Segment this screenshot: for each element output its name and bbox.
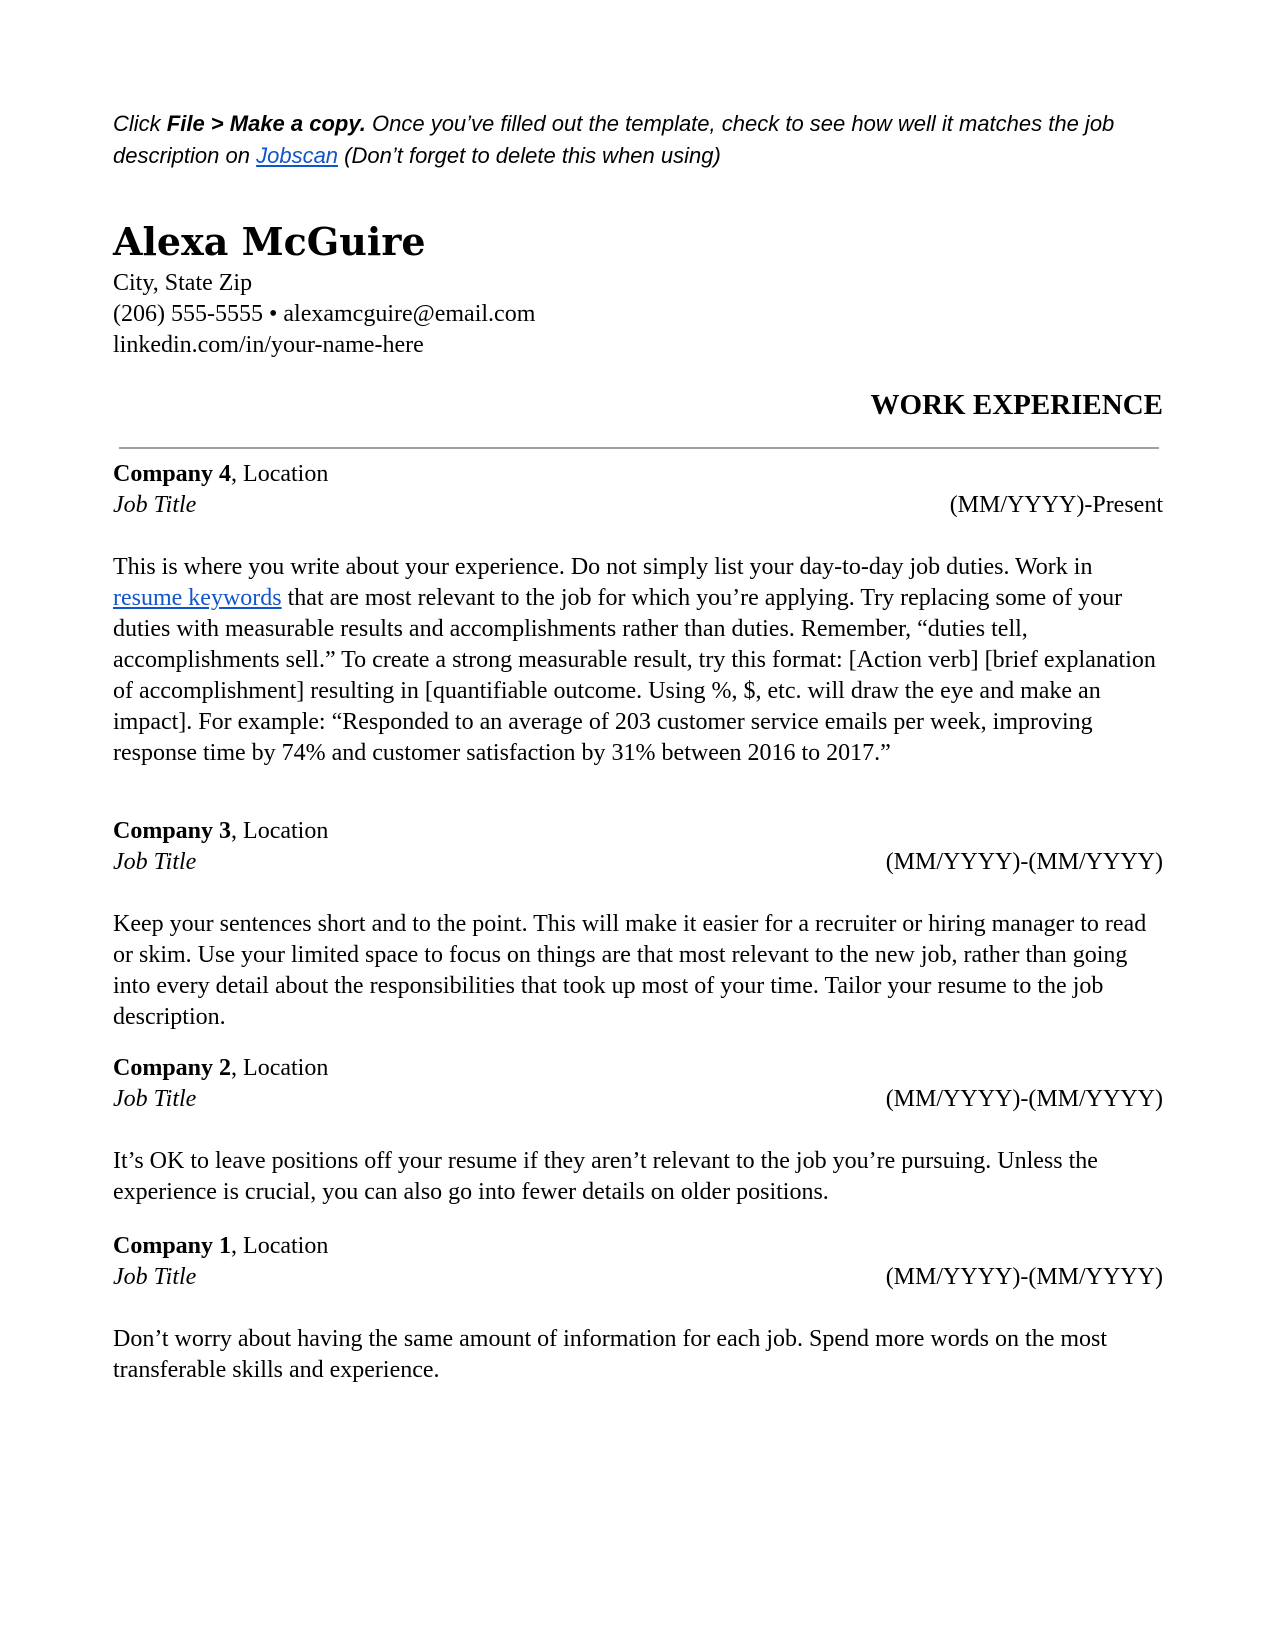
job-description <box>113 552 1163 769</box>
jobscan-link[interactable]: Jobscan <box>256 143 339 168</box>
job-description: It’s OK to leave positions off your resume if they aren’t relevant to the job you’re pursuing. Unless the experience is crucial, you can also go into fewer details on older positions. <box>113 1148 1098 1205</box>
job-description: Keep your sentences short and to the point. This will make it easier for a recruiter or hiring manager to read or skim. Use your limited space to focus on things are that most relevant to the new job, rather than going into every detail about the responsibilities that took up most of your time. Tailor your resume to the job description. <box>113 911 1147 1030</box>
job-company-line <box>113 459 1163 490</box>
job-entry <box>113 459 1163 769</box>
job-title: Job Title <box>113 1086 197 1112</box>
contact-location: City, State Zip <box>113 270 253 296</box>
job-title-row <box>113 1262 1163 1293</box>
section-title-work-experience: WORK EXPERIENCE <box>870 389 1163 421</box>
job-company: Company 4 <box>113 461 232 487</box>
job-dates: (MM/YYYY)-Present <box>949 492 1163 518</box>
job-company: Company 1 <box>113 1233 232 1259</box>
instructions-body: Once you’ve filled out the template, check to see how well it matches the job description on <box>113 111 1115 168</box>
candidate-name: Alexa McGuire <box>113 219 426 264</box>
job-dates: (MM/YYYY)-(MM/YYYY) <box>885 1086 1163 1112</box>
contact-phone-email: (206) 555-5555 • alexamcguire@email.com <box>113 301 536 327</box>
contact-info <box>113 268 535 361</box>
job-title: Job Title <box>113 849 197 875</box>
job-entry <box>113 1231 1163 1386</box>
job-dates: (MM/YYYY)-(MM/YYYY) <box>885 849 1163 875</box>
job-title-row <box>113 847 1163 878</box>
job-company: Company 3 <box>113 818 232 844</box>
job-location: , Location <box>231 1055 329 1081</box>
job-title-row <box>113 490 1163 521</box>
job-location: , Location <box>231 461 329 487</box>
job-entry <box>113 816 1163 1033</box>
section-divider <box>119 447 1159 449</box>
instructions-click: Click <box>113 111 167 136</box>
job-description-part-2: that are most relevant to the job for which you’re applying. Try replacing some of your duties with measurable results and accomplishments rather than duties. Remember, “duties tell, accomplishments sell.” To create a strong measurable result, try this format: [Action verb] [brief explanation of accomplishment] resulting in [quantifiable outcome. Using %, $, etc. will draw the eye and make an impact]. For example: “Responded to an average of 203 customer service emails per week, improving response time by 74% and customer satisfaction by 31% between 2016 to 2017.” <box>113 585 1156 766</box>
job-company-line <box>113 1231 1163 1262</box>
job-title: Job Title <box>113 1264 197 1290</box>
contact-linkedin: linkedin.com/in/your-name-here <box>113 332 424 358</box>
job-description-part-1: This is where you write about your experience. Do not simply list your day-to-day job duties. Work in <box>113 554 1093 580</box>
job-title-row <box>113 1084 1163 1115</box>
job-title: Job Title <box>113 492 197 518</box>
job-location: , Location <box>231 818 329 844</box>
job-location: , Location <box>231 1233 329 1259</box>
job-company: Company 2 <box>113 1055 232 1081</box>
job-description: Don’t worry about having the same amount of information for each job. Spend more words on the most transferable skills and experience. <box>113 1326 1108 1383</box>
template-instructions <box>113 108 1163 172</box>
job-company-line <box>113 816 1163 847</box>
instructions-tail: (Don’t forget to delete this when using) <box>338 143 721 168</box>
job-entry <box>113 1053 1163 1208</box>
job-dates: (MM/YYYY)-(MM/YYYY) <box>885 1264 1163 1290</box>
instructions-file-command: File > Make a copy. <box>166 111 366 136</box>
resume-keywords-link[interactable]: resume keywords <box>113 585 282 611</box>
job-company-line <box>113 1053 1163 1084</box>
